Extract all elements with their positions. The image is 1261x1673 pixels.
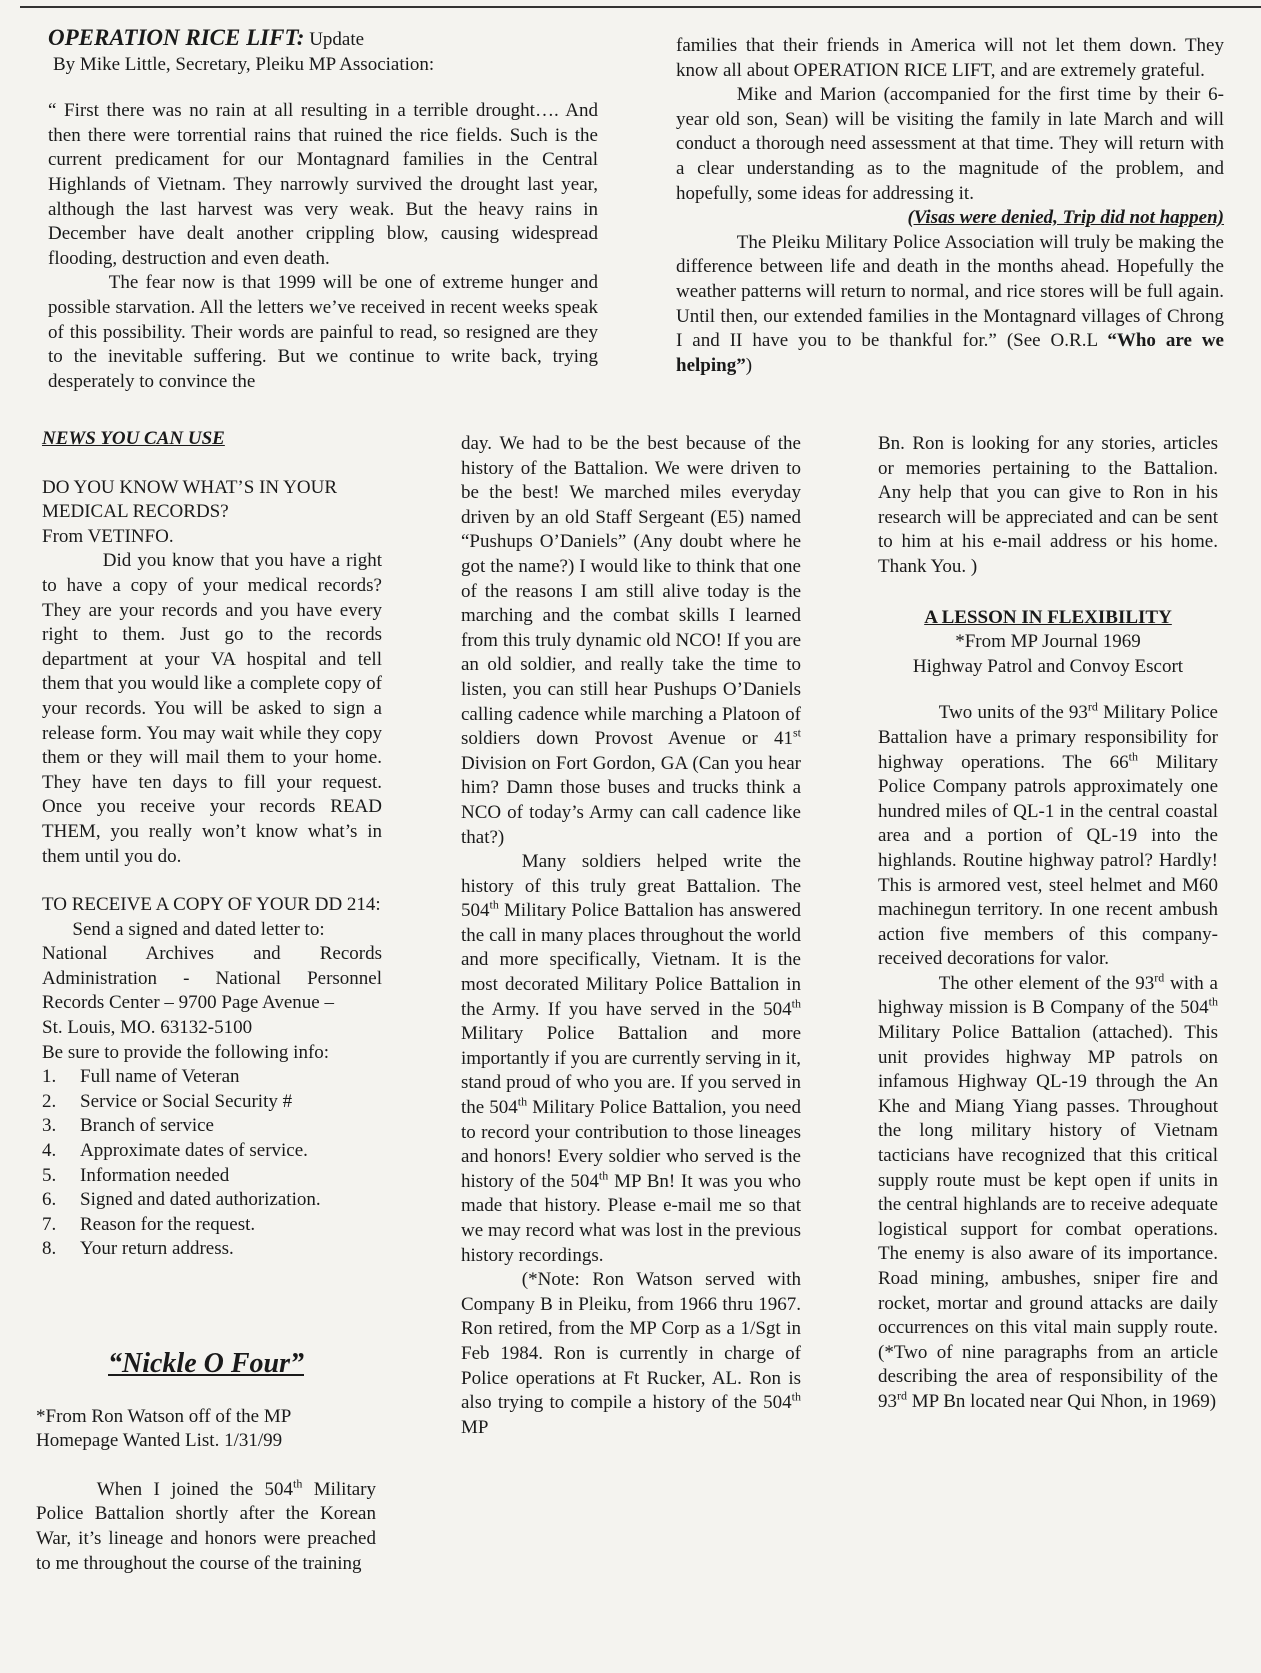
list-item: 7. Reason for the request. <box>42 1213 256 1235</box>
list-item: 5. Information needed <box>42 1164 230 1186</box>
lesson-paragraph-1: Two units of the 93rd Military Police Battalion have a primary responsibility for highway operations. The 66th Military Police Company patrols approximately one hundred miles of QL-1 in the central coastal area and a portion of QL-19 into the highlands. Routine highway patrol? Hardly! This is armored vest, steel helmet and M60 machinegun territory. In one recent ambush action five members of this company-received decorations for valor. <box>878 700 1218 970</box>
rice-right-column <box>676 34 1224 378</box>
list-item: 2. Service or Social Security # <box>42 1090 293 1112</box>
rice-left-column <box>48 26 598 394</box>
nickle-note-continued: Bn. Ron is looking for any stories, articles or memories pertaining to the Battalion. Any help that you can give to Ron in his research will be appreciated and can be sent to him at his e-mail address or his home. Thank You. ) <box>878 433 1218 577</box>
nickle-left-column <box>36 1348 376 1576</box>
nickle-note: (*Note: Ron Watson served with Company B in Pleiku, from 1966 thru 1967. Ron retired, from the MP Corp as a 1/Sgt in Feb 1984. Ron is currently in charge of Police operations at Ft Rucker, AL. Ron is also trying to compile a history of the 504th MP <box>461 1269 801 1438</box>
lesson-paragraph-2: The other element of the 93rd with a highway mission is B Company of the 504th Military Police Battalion (attached). This unit provides highway MP patrols on infamous Highway QL-19 through the An Khe and Miang Yiang passes. Throughout the long military history of Vietnam tacticians have recognized that this critical supply route must be kept open if units in the central highlands are to receive adequate logistical support for combat operations. The enemy is also aware of its importance. Road mining, ambushes, sniper fire and rocket, mortar and ground attacks are daily occurrences on this vital main supply route. (*Two of nine paragraphs from an article describing the area of responsibility of the 93rd MP Bn located near Qui Nhon, in 1969) <box>878 970 1218 1412</box>
nickle-source: *From Ron Watson off of the MP Homepage Wanted List. 1/31/99 <box>36 1405 291 1452</box>
nickle-middle-column <box>461 432 801 1440</box>
list-item: 1. Full name of Veteran <box>42 1066 240 1088</box>
list-item: 4. Approximate dates of service. <box>42 1140 308 1162</box>
rice-paragraph-4: Mike and Marion (accompanied for the first time by their 6-year old son, Sean) will be visiting the family in late March and will conduct a thorough need assessment at that time. They will return with a clear understanding as to the magnitude of the problem, and hopefully, some ideas for addressing it. <box>676 84 1224 204</box>
byline: By Mike Little, Secretary, Pleiku MP Association: <box>53 53 435 75</box>
nickle-title: “Nickle O Four” <box>108 1348 304 1379</box>
rice-paragraph-5: The Pleiku Military Police Association will truly be making the difference between life and death in the months ahead. Hopefully the weather patterns will return to normal, and rice stores will be full again. Until then, our extended families in the Montagnard villages of Chrong I and II have you to be thankful for.” (See O.R.L “Who are we helping”) <box>676 231 1224 376</box>
news-heading: NEWS YOU CAN USE <box>42 428 225 449</box>
dd214-question: TO RECEIVE A COPY OF YOUR DD 214: <box>42 894 381 916</box>
rice-paragraph-2: The fear now is that 1999 will be one of extreme hunger and possible starvation. All the letters we’ve received in recent weeks speak of this possibility. Their words are painful to read, so resigned are they to the inevitable suffering. But we continue to write back, trying desperately to convince the <box>48 272 598 392</box>
news-column <box>42 427 382 1262</box>
visas-note: (Visas were denied, Trip did not happen) <box>907 207 1224 229</box>
right-column <box>878 432 1218 1415</box>
lesson-subtitle: Highway Patrol and Convoy Escort <box>912 655 1184 677</box>
send-letter-line: Send a signed and dated letter to: <box>72 918 325 940</box>
list-item: 6. Signed and dated authorization. <box>42 1189 321 1211</box>
nickle-paragraph-3: Many soldiers helped write the history of this truly great Battalion. The 504th Military Police Battalion has answered the call in many places throughout the world and more specifically, Vietnam. It is the most decorated Military Police Battalion in the Army. If you have served in the 504th Military Police Battalion and more importantly if you are currently serving in it, stand proud of who you are. If you served in the 504th Military Police Battalion, you need to record your contribution to those lineages and honors! Every soldier who served is the history of the 504th MP Bn! It was you who made that history. Please e-mail me so that we may record what was lost in the previous history recordings. <box>461 851 801 1266</box>
source-vetinfo: From VETINFO. <box>42 525 174 547</box>
lesson-source: *From MP Journal 1969 <box>955 631 1141 653</box>
medical-records-body: Did you know that you have a right to have a copy of your medical records? They are your records and you have every right to them. Just go to the records department at your VA hospital and tell them that you would like a complete copy of your records. You will be asked to sign a release form. You may wait while they copy them or they will mail them to your home. They have ten days to fill your request. Once you receive your records READ THEM, you really won’t know what’s in them until you do. <box>42 550 382 867</box>
lesson-title: A LESSON IN FLEXIBILITY <box>924 606 1172 628</box>
address-city: St. Louis, MO. 63132-5100 <box>42 1017 253 1039</box>
rice-paragraph-1: “ First there was no rain at all resulting in a terrible drought…. And then there were torrential rains that ruined the rice fields. Such is the current predicament for our Montagnard families in the Central Highlands of Vietnam. They narrowly survived the drought last year, although the last harvest was very weak. But the heavy rains in December have dealt another crippling blow, causing widespread flooding, destruction and even death. <box>48 100 598 269</box>
list-item: 3. Branch of service <box>42 1115 214 1137</box>
address-lines: National Archives and Records Administration - National Personnel Records Center – 9700 Page Avenue – <box>42 943 382 1014</box>
nickle-paragraph-2: day. We had to be the best because of the history of the Battalion. We were driven to be the best! We marched miles everyday driven by an old Staff Sergeant (E5) named “Pushups O’Daniels” (Any doubt where he got the name?) I would like to think that one of the reasons I am still alive today is the marching and the combat skills I learned from this truly dynamic old NCO! If you are an old soldier, and really take the time to listen, you can still hear Pushups O’Daniels calling cadence while marching a Platoon of soldiers down Provost Avenue or 41st Division on Fort Gordon, GA (Can you hear him? Damn those buses and trucks think a NCO of today’s Army can call cadence like that?) <box>461 433 801 848</box>
medical-records-question: DO YOU KNOW WHAT’S IN YOUR MEDICAL RECORDS? <box>42 476 338 523</box>
nickle-paragraph-1: When I joined the 504th Military Police Battalion shortly after the Korean War, it’s lineage and honors were preached to me throughout the course of the training <box>36 1476 376 1574</box>
provide-info-line: Be sure to provide the following info: <box>42 1041 330 1063</box>
info-list <box>42 1065 382 1262</box>
article-title: OPERATION RICE LIFT: Update <box>48 25 365 50</box>
top-rule <box>20 6 1261 8</box>
list-item: 8. Your return address. <box>42 1238 234 1260</box>
rice-paragraph-3: families that their friends in America will not let them down. They know all about OPERATION RICE LIFT, and are extremely grateful. <box>676 35 1224 81</box>
